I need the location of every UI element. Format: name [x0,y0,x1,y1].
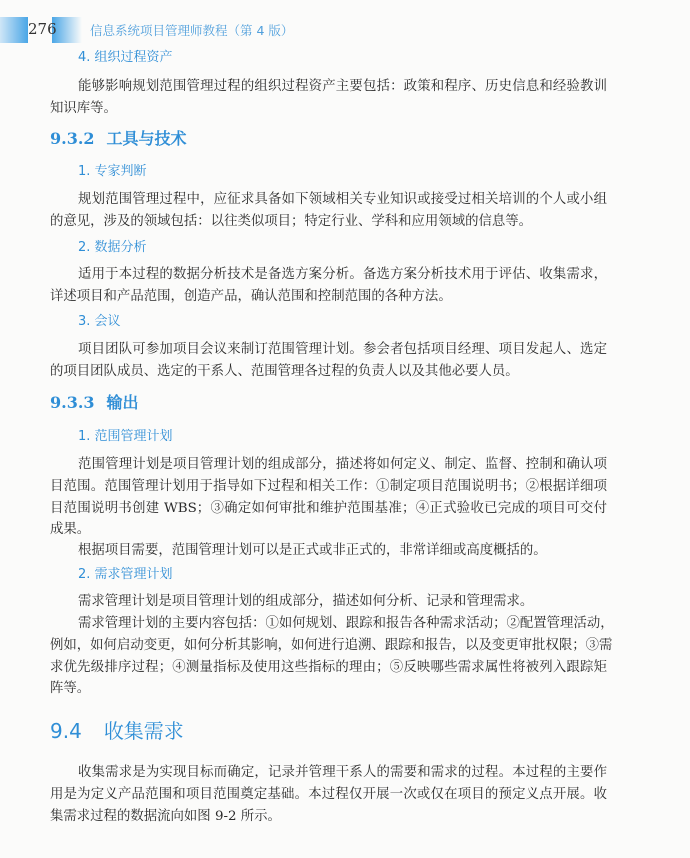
paragraph-line: 例如，如何启动变更，如何分析其影响，如何进行追溯、跟踪和报告，以及变更审批权限；③需 [50,638,613,653]
section-heading-9-3-2 [50,128,199,150]
paragraph-line: 的意见，涉及的领域包括：以往类似项目；特定行业、学科和应用领域的信息等。 [50,214,533,229]
page-number: 276 [28,20,57,38]
paragraph-line: 知识库等。 [50,101,117,116]
section-title: 收集需求 [103,719,184,743]
section-number: 9.4 [50,719,82,743]
paragraph-line: 根据项目需要，范围管理计划可以是正式或非正式的，非常详细或高度概括的。 [78,543,547,558]
paragraph-line: 项目团队可参加项目会议来制订范围管理计划。参会者包括项目经理、项目发起人、选定 [78,342,607,357]
subheading-scope-plan: 1. 范围管理计划 [78,429,173,444]
paragraph-line: 集需求过程的数据流向如图 9-2 所示。 [50,809,281,824]
running-header-title: 信息系统项目管理师教程（第 4 版） [90,23,294,38]
paragraph-line: 详述项目和产品范围，创造产品，确认范围和控制范围的各种方法。 [50,289,452,304]
paragraph-line: 成果。 [50,522,91,537]
paragraph-line: 能够影响规划范围管理过程的组织过程资产主要包括：政策和程序、历史信息和经验教训 [78,79,607,94]
paragraph-line: 范围管理计划是项目管理计划的组成部分，描述将如何定义、制定、监督、控制和确认项 [78,457,607,472]
section-number: 9.3.3 [50,393,95,412]
paragraph-line: 适用于本过程的数据分析技术是备选方案分析。备选方案分析技术用于评估、收集需求， [78,267,607,282]
section-number: 9.3.2 [50,129,95,148]
paragraph-line: 目范围说明书创建 WBS；③确定如何审批和维护范围基准；④正式验收已完成的项目可交付 [50,501,607,516]
subheading-data-analysis: 2. 数据分析 [78,240,147,255]
subheading-expert-judgment: 1. 专家判断 [78,164,147,179]
paragraph-line: 的项目团队成员、选定的干系人、范围管理各过程的负责人以及其他必要人员。 [50,364,519,379]
section-heading-9-3-3 [50,392,151,414]
section-title: 输出 [106,393,139,412]
paragraph-line: 用是为定义产品范围和项目范围奠定基础。本过程仅开展一次或仅在项目的预定义点开展。收 [50,787,607,802]
subheading-requirements-plan: 2. 需求管理计划 [78,567,173,582]
paragraph-line: 阵等。 [50,681,91,696]
paragraph-line: 规划范围管理过程中，应征求具备如下领域相关专业知识或接受过相关培训的个人或小组 [78,192,607,207]
subheading-meetings: 3. 会议 [78,314,121,329]
subheading-org-assets: 4. 组织过程资产 [78,50,173,65]
paragraph-line: 求优先级排序过程；④测量指标及使用这些指标的理由；⑤反映哪些需求属性将被列入跟踪矩 [50,660,607,675]
paragraph-line: 收集需求是为实现目标而确定，记录并管理干系人的需要和需求的过程。本过程的主要作 [78,765,607,780]
paragraph-line: 需求管理计划的主要内容包括：①如何规划、跟踪和报告各种需求活动；②配置管理活动， [78,616,614,631]
header-decoration [0,17,28,43]
section-heading-9-4 [50,718,206,744]
paragraph-line: 需求管理计划是项目管理计划的组成部分，描述如何分析、记录和管理需求。 [78,594,534,609]
section-title: 工具与技术 [106,129,187,148]
paragraph-line: 目范围。范围管理计划用于指导如下过程和相关工作：①制定项目范围说明书；②根据详细项 [50,479,607,494]
